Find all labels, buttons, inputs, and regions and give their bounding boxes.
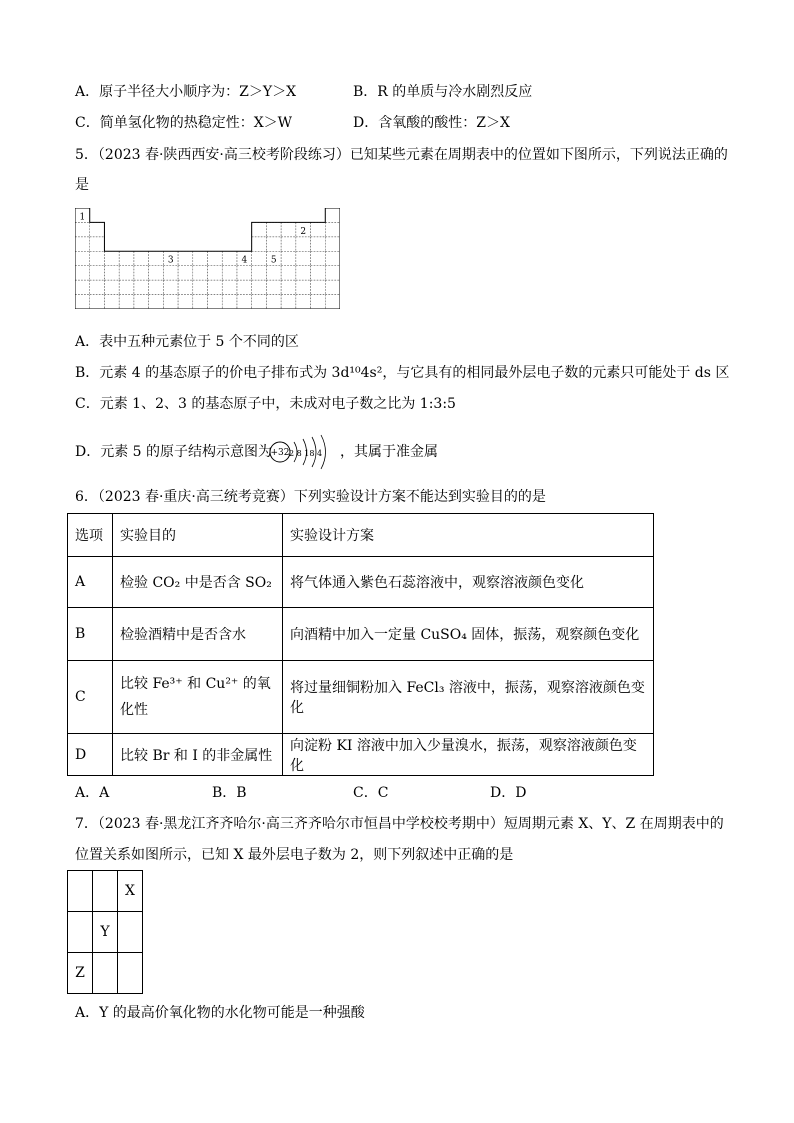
q6-answer-a: A．A [75, 785, 110, 801]
grid-cell: Z [68, 953, 93, 994]
atom-shell-labels: 2 8 18 4 [289, 449, 323, 458]
q7-stem: 7．（2023 春·黑龙江齐齐哈尔·高三齐齐哈尔市恒昌中学校校考期中）短周期元素 X、Y、Z 在周期表中的 [75, 816, 724, 832]
q4-option-b: B．R 的单质与冷水剧烈反应 [353, 84, 533, 100]
q7-option-a: A．Y 的最高价氧化物的水化物可能是一种强酸 [75, 1005, 365, 1021]
header-option: 选项 [68, 514, 113, 557]
table-row [68, 661, 654, 734]
grid-cell [93, 871, 118, 912]
q5-option-b: B．元素 4 的基态原子的价电子排布式为 3d¹⁰4s²，与它具有的相同最外层电子数的元素只可能处于 ds 区 [75, 365, 730, 381]
header-plan: 实验设计方案 [283, 514, 654, 557]
q5-stem-cont: 是 [75, 177, 89, 193]
q6-answer-d: D．D [490, 785, 527, 801]
atom-nucleus-label: +32 [270, 448, 290, 458]
atom-structure-diagram [269, 434, 339, 470]
grid-cell [68, 871, 93, 912]
periodic-table-label-1: 1 [79, 212, 86, 223]
q6-answer-c: C．C [353, 785, 389, 801]
grid-cell [68, 912, 93, 953]
q5-option-a: A．表中五种元素位于 5 个不同的区 [75, 334, 299, 350]
grid-cell: Y [93, 912, 118, 953]
grid-cell [118, 912, 143, 953]
q4-option-c: C．简单氢化物的热稳定性：X＞W [75, 115, 293, 131]
periodic-table-label-3: 3 [167, 255, 174, 266]
q6-stem: 6．（2023 春·重庆·高三统考竞赛）下列实验设计方案不能达到实验目的的是 [75, 489, 546, 505]
row-plan: 将过量细铜粉加入 FeCl₃ 溶液中，振荡，观察溶液颜色变化 [283, 661, 654, 734]
q5-stem: 5．（2023 春·陕西西安·高三校考阶段练习）已知某些元素在周期表中的位置如下图所示，下列说法正确的 [75, 147, 728, 163]
periodic-table-label-2: 2 [300, 226, 307, 237]
experiment-table [67, 513, 654, 776]
row-option: B [68, 608, 113, 661]
row-purpose: 比较 Br 和 I 的非金属性 [113, 734, 283, 776]
q6-answer-b: B．B [212, 785, 247, 801]
row-option: A [68, 557, 113, 608]
row-purpose: 检验 CO₂ 中是否含 SO₂ [113, 557, 283, 608]
row-option: D [68, 734, 113, 776]
header-purpose: 实验目的 [113, 514, 283, 557]
periodic-table-label-5: 5 [270, 255, 277, 266]
periodic-table-figure [75, 208, 340, 309]
grid-cell [93, 953, 118, 994]
table-row [68, 608, 654, 661]
table-header-row [68, 514, 654, 557]
row-option: C [68, 661, 113, 734]
q4-option-a: A．原子半径大小顺序为：Z＞Y＞X [75, 84, 297, 100]
q5-option-d-pre: D．元素 5 的原子结构示意图为 [75, 444, 273, 460]
periodic-table-label-4: 4 [241, 255, 248, 266]
q4-option-d: D．含氧酸的酸性：Z＞X [353, 115, 510, 131]
row-plan: 向酒精中加入一定量 CuSO₄ 固体，振荡，观察颜色变化 [283, 608, 654, 661]
element-position-grid [67, 870, 143, 994]
row-plan: 向淀粉 KI 溶液中加入少量溴水，振荡，观察溶液颜色变化 [283, 734, 654, 776]
table-row [68, 734, 654, 776]
row-purpose: 检验酒精中是否含水 [113, 608, 283, 661]
q5-option-c: C．元素 1、2、3 的基态原子中，未成对电子数之比为 1:3:5 [75, 396, 456, 412]
table-row [68, 557, 654, 608]
row-purpose: 比较 Fe³⁺ 和 Cu²⁺ 的氧化性 [113, 661, 283, 734]
grid-cell [118, 953, 143, 994]
q5-option-d-post: ，其属于准金属 [340, 444, 438, 460]
q7-stem-cont: 位置关系如图所示，已知 X 最外层电子数为 2，则下列叙述中正确的是 [75, 847, 514, 863]
row-plan: 将气体通入紫色石蕊溶液中，观察溶液颜色变化 [283, 557, 654, 608]
grid-cell: X [118, 871, 143, 912]
